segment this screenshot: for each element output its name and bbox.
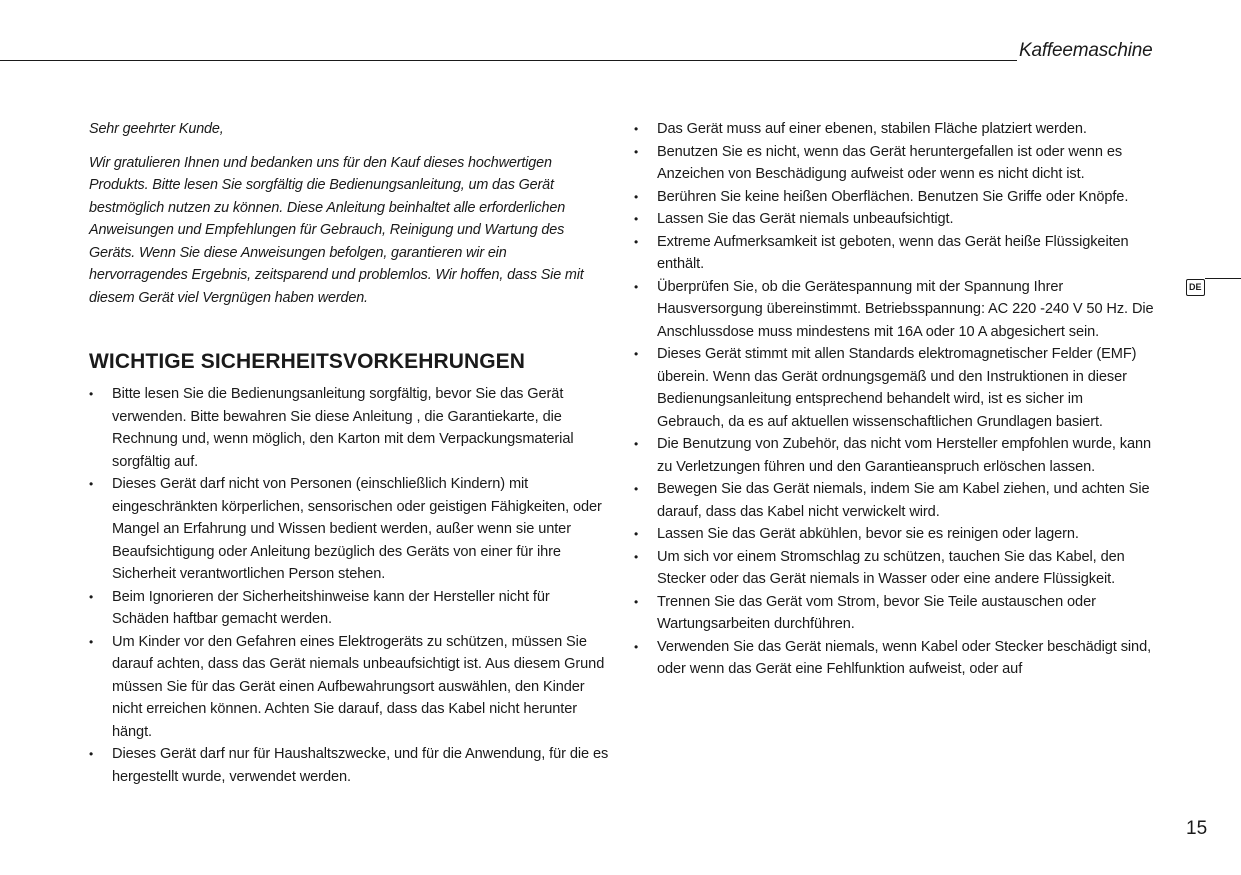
section-heading: WICHTIGE SICHERHEITSVORKEHRUNGEN <box>89 350 526 373</box>
list-item: • Die Benutzung von Zubehör, das nicht vom Hersteller empfohlen wurde, kann zu Verletzungen führen und den Garantieanspruch erlöschen lassen. <box>634 433 1154 478</box>
side-tab-rule <box>1205 278 1241 279</box>
list-item: • Um sich vor einem Stromschlag zu schützen, tauchen Sie das Kabel, den Stecker oder das Gerät niemals in Wasser oder eine andere Flüssigkeit. <box>634 546 1154 591</box>
header-rule <box>0 60 1017 61</box>
list-item: • Um Kinder vor den Gefahren eines Elektrogeräts zu schützen, müssen Sie darauf achten, dass das Gerät niemals unbeaufsichtigt ist. Aus diesem Grund müssen Sie für das Gerät einen Aufbewahrungsort auswählen, den Kinder nicht erreichen können. Achten Sie darauf, dass das Kabel nicht herunter hängt. <box>89 631 609 744</box>
list-item: • Lassen Sie das Gerät abkühlen, bevor sie es reinigen oder lagern. <box>634 523 1154 546</box>
list-item: • Lassen Sie das Gerät niemals unbeaufsichtigt. <box>634 208 1154 231</box>
safety-list-left <box>89 383 609 788</box>
language-badge: DE <box>1186 279 1205 296</box>
list-item: • Dieses Gerät stimmt mit allen Standards elektromagnetischer Felder (EMF) überein. Wenn das Gerät ordnungsgemäß und den Instruktionen in dieser Bedienungsanleitung entsprechend behandelt wird, ist es sicher im Gebrauch, da es auf aktuellen wissenschaftlichen Grundlagen basiert. <box>634 343 1154 433</box>
right-column <box>634 118 1154 681</box>
list-item: • Dieses Gerät darf nicht von Personen (einschließlich Kindern) mit eingeschränkten körperlichen, sensorischen oder geistigen Fähigkeiten, oder Mangel an Erfahrung und Wissen bedient werden, außer wenn sie unter Beaufsichtigung oder Anleitung bezüglich des Geräts von einer für ihre Sicherheit verantwortlichen Person stehen. <box>89 473 609 586</box>
list-item: • Bewegen Sie das Gerät niemals, indem Sie am Kabel ziehen, und achten Sie darauf, dass das Kabel nicht verwickelt wird. <box>634 478 1154 523</box>
document-title: Kaffeemaschine <box>1019 40 1153 61</box>
intro-paragraph: Wir gratulieren Ihnen und bedanken uns für den Kauf dieses hochwertigen Produkts. Bitte lesen Sie sorgfältig die Bedienungsanleitung, um das Gerät bestmöglich nutzen zu können. Diese Anleitung beinhaltet alle erforderlichen Anweisungen und Empfehlungen für Gebrauch, Reinigung und Wartung des Geräts. Wenn Sie diese Anweisungen befolgen, garantieren wir ein hervorragendes Ergebnis, zeitsparend und problemlos. Wir hoffen, dass Sie mit diesem Gerät viel Vergnügen haben werden. <box>89 154 584 306</box>
list-item: • Bitte lesen Sie die Bedienungsanleitung sorgfältig, bevor Sie das Gerät verwenden. Bitte bewahren Sie diese Anleitung , die Garantiekarte, die Rechnung und, wenn möglich, den Karton mit dem Verpackungsmaterial sorgfältig auf. <box>89 383 609 473</box>
page-number: 15 <box>1186 818 1208 839</box>
list-item: • Dieses Gerät darf nur für Haushaltszwecke, und für die Anwendung, für die es hergestellt wurde, verwendet werden. <box>89 743 609 788</box>
list-item: • Beim Ignorieren der Sicherheitshinweise kann der Hersteller nicht für Schäden haftbar gemacht werden. <box>89 586 609 631</box>
list-item: • Überprüfen Sie, ob die Gerätespannung mit der Spannung Ihrer Hausversorgung übereinstimmt. Betriebsspannung: AC 220 -240 V 50 Hz. Die Anschlussdose muss mindestens mit 16A oder 10 A abgesichert sein. <box>634 276 1154 344</box>
safety-list-right <box>634 118 1154 681</box>
salutation: Sehr geehrter Kunde, <box>89 121 224 137</box>
list-item: • Berühren Sie keine heißen Oberflächen. Benutzen Sie Griffe oder Knöpfe. <box>634 186 1154 209</box>
list-item: • Das Gerät muss auf einer ebenen, stabilen Fläche platziert werden. <box>634 118 1154 141</box>
list-item: • Extreme Aufmerksamkeit ist geboten, wenn das Gerät heiße Flüssigkeiten enthält. <box>634 231 1154 276</box>
list-item: • Trennen Sie das Gerät vom Strom, bevor Sie Teile austauschen oder Wartungsarbeiten durchführen. <box>634 591 1154 636</box>
left-column <box>89 118 609 788</box>
list-item: • Verwenden Sie das Gerät niemals, wenn Kabel oder Stecker beschädigt sind, oder wenn das Gerät eine Fehlfunktion aufweist, oder auf <box>634 636 1154 681</box>
list-item: • Benutzen Sie es nicht, wenn das Gerät heruntergefallen ist oder wenn es Anzeichen von Beschädigung aufweist oder wenn es nicht dicht ist. <box>634 141 1154 186</box>
